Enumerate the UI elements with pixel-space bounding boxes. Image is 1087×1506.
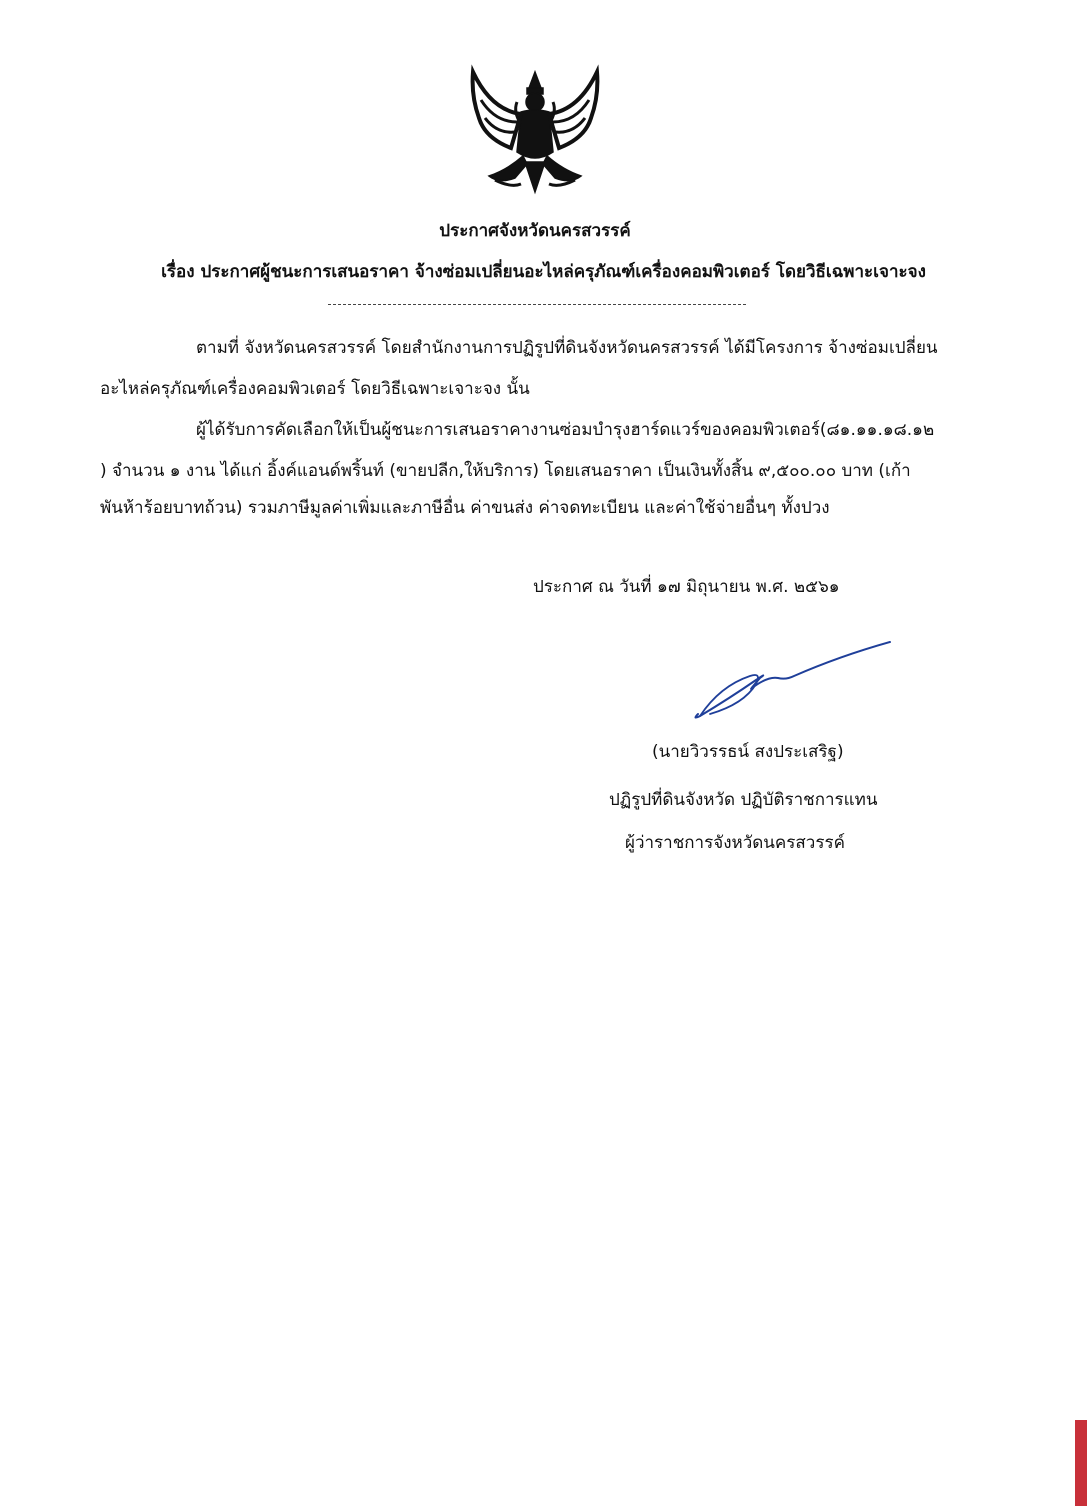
divider: [328, 304, 746, 305]
body-paragraph-2-line-2: ) จำนวน ๑ งาน ได้แก่ อิ้งค์แอนด์พริ้นท์ (ขายปลีก,ให้บริการ) โดยเสนอราคา เป็นเงินทั้งสิ้น ๙,๕๐๐.๐๐ บาท (เก้า: [100, 461, 911, 481]
body-paragraph-2-line-1: ผู้ได้รับการคัดเลือกให้เป็นผู้ชนะการเสนอราคางานซ่อมบำรุงฮาร์ดแวร์ของคอมพิวเตอร์(๘๑.๑๑.๑๘.๑๒: [196, 420, 935, 440]
signatory-name: (นายวิวรรธน์ สงประเสริฐ): [652, 742, 844, 762]
signatory-position-line-1: ปฏิรูปที่ดินจังหวัด ปฏิบัติราชการแทน: [609, 790, 878, 810]
signatory-position-line-2: ผู้ว่าราชการจังหวัดนครสวรรค์: [625, 833, 845, 853]
body-paragraph-1-line-1: ตามที่ จังหวัดนครสวรรค์ โดยสำนักงานการปฏิรูปที่ดินจังหวัดนครสวรรค์ ได้มีโครงการ จ้างซ่อมเปลี่ยน: [196, 338, 938, 358]
announcement-date: ประกาศ ณ วันที่ ๑๗ มิถุนายน พ.ศ. ๒๕๖๑: [533, 577, 840, 597]
garuda-emblem-icon: [455, 52, 615, 202]
body-paragraph-2-line-3: พันห้าร้อยบาทถ้วน) รวมภาษีมูลค่าเพิ่มและภาษีอื่น ค่าขนส่ง ค่าจดทะเบียน และค่าใช้จ่ายอื่นๆ ทั้งปวง: [100, 498, 830, 518]
announcement-title: ประกาศจังหวัดนครสวรรค์: [439, 221, 631, 241]
handwritten-signature: [690, 636, 900, 726]
body-paragraph-1-line-2: อะไหล่ครุภัณฑ์เครื่องคอมพิวเตอร์ โดยวิธีเฉพาะเจาะจง นั้น: [100, 379, 530, 399]
announcement-subject: เรื่อง ประกาศผู้ชนะการเสนอราคา จ้างซ่อมเปลี่ยนอะไหล่ครุภัณฑ์เครื่องคอมพิวเตอร์ โดยวิธีเฉพาะเจาะจง: [161, 262, 926, 282]
page-edge-mark: [1075, 1420, 1087, 1506]
